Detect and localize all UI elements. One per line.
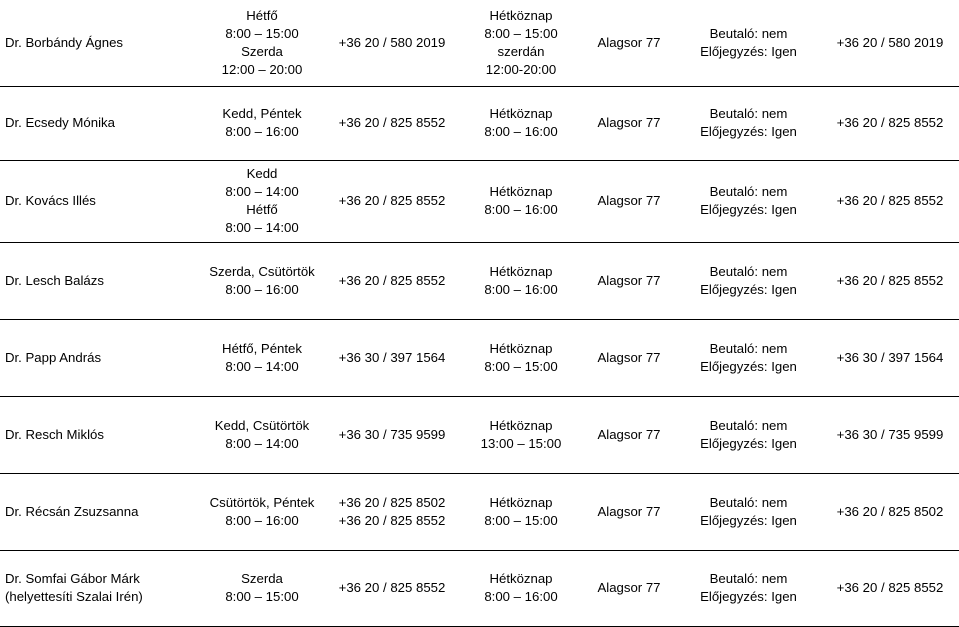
referral-text: Beutaló: nem	[709, 417, 788, 433]
phone-number-secondary-text: +36 20 / 825 8552	[836, 115, 944, 131]
doctor-name-line: Dr. Resch Miklós	[5, 426, 104, 442]
phone-number-secondary-text: +36 30 / 735 9599	[836, 426, 944, 442]
weekday-schedule-line: 8:00 – 15:00	[484, 358, 558, 374]
booking-text: Előjegyzés: Igen	[700, 512, 797, 528]
table-row	[0, 160, 959, 242]
location-text: Alagsor 77	[597, 115, 661, 131]
office-hours-line: 8:00 – 15:00	[225, 589, 299, 604]
table-row	[0, 473, 959, 550]
referral-booking-cell	[681, 319, 816, 396]
phone-number-cell	[319, 0, 465, 86]
location-cell	[577, 242, 681, 319]
office-hours-cell	[205, 550, 319, 626]
phone-number-line: +36 20 / 580 2019	[338, 34, 446, 50]
location-text: Alagsor 77	[597, 34, 661, 50]
phone-number-cell	[319, 242, 465, 319]
booking-text: Előjegyzés: Igen	[700, 43, 797, 59]
referral-booking-cell	[681, 473, 816, 550]
location-cell	[577, 473, 681, 550]
weekday-schedule-line: 8:00 – 16:00	[484, 281, 558, 297]
office-hours-cell	[205, 86, 319, 160]
referral-booking-cell	[681, 550, 816, 626]
weekday-schedule-line: 12:00-20:00	[485, 61, 557, 77]
phone-number-cell	[319, 473, 465, 550]
location-cell	[577, 86, 681, 160]
phone-number-line: +36 20 / 825 8552	[338, 580, 446, 596]
weekday-schedule-cell	[465, 319, 577, 396]
phone-number-line: +36 20 / 825 8552	[338, 512, 446, 528]
phone-number-secondary-text: +36 20 / 825 8552	[836, 272, 944, 288]
weekday-schedule-cell	[465, 0, 577, 86]
phone-number-cell	[319, 160, 465, 242]
table-row	[0, 86, 959, 160]
location-text: Alagsor 77	[597, 426, 661, 442]
weekday-schedule-line: Hétköznap	[489, 417, 553, 433]
referral-text: Beutaló: nem	[709, 340, 788, 356]
phone-number-line: +36 20 / 825 8502	[338, 494, 446, 510]
doctor-name-cell	[0, 0, 205, 86]
weekday-schedule-line: szerdán	[497, 43, 545, 59]
phone-number-line: +36 20 / 825 8552	[338, 115, 446, 131]
referral-text: Beutaló: nem	[709, 25, 788, 41]
weekday-schedule-cell	[465, 473, 577, 550]
referral-text: Beutaló: nem	[709, 263, 788, 279]
doctor-name-line: Dr. Kovács Illés	[5, 193, 96, 209]
office-hours-line: 8:00 – 16:00	[225, 281, 299, 297]
office-hours-line: Hétfő	[246, 8, 278, 24]
weekday-schedule-line: 8:00 – 15:00	[484, 512, 558, 528]
office-hours-line: Csütörtök, Péntek	[209, 494, 315, 510]
phone-number-line: +36 20 / 825 8552	[338, 272, 446, 288]
phone-number-secondary-text: +36 20 / 825 8502	[836, 503, 944, 519]
weekday-schedule-cell	[465, 160, 577, 242]
office-hours-line: Kedd	[246, 166, 278, 182]
weekday-schedule-cell	[465, 242, 577, 319]
booking-text: Előjegyzés: Igen	[700, 358, 797, 374]
table-row	[0, 0, 959, 86]
table-row	[0, 242, 959, 319]
location-cell	[577, 319, 681, 396]
doctor-name-line: Dr. Somfai Gábor Márk	[5, 571, 140, 587]
phone-number-secondary-cell	[816, 396, 959, 473]
phone-number-secondary-cell	[816, 242, 959, 319]
phone-number-secondary-text: +36 20 / 825 8552	[836, 193, 944, 209]
phone-number-line: +36 20 / 825 8552	[338, 193, 446, 209]
booking-text: Előjegyzés: Igen	[700, 124, 797, 139]
doctor-name-line: Dr. Borbándy Ágnes	[5, 34, 124, 50]
weekday-schedule-cell	[465, 396, 577, 473]
location-cell	[577, 396, 681, 473]
doctor-name-cell	[0, 396, 205, 473]
phone-number-secondary-cell	[816, 319, 959, 396]
office-hours-cell	[205, 0, 319, 86]
doctor-name-cell	[0, 160, 205, 242]
office-hours-line: 8:00 – 14:00	[225, 358, 299, 374]
office-hours-line: Hétfő	[246, 202, 278, 217]
office-hours-cell	[205, 396, 319, 473]
weekday-schedule-line: Hétköznap	[489, 340, 553, 356]
table-row	[0, 550, 959, 626]
location-text: Alagsor 77	[597, 272, 661, 288]
phone-number-secondary-cell	[816, 0, 959, 86]
referral-text: Beutaló: nem	[709, 571, 788, 587]
office-hours-cell	[205, 319, 319, 396]
phone-number-line: +36 30 / 735 9599	[338, 426, 446, 442]
weekday-schedule-line: Hétköznap	[489, 184, 553, 200]
location-text: Alagsor 77	[597, 349, 661, 365]
phone-number-cell	[319, 86, 465, 160]
phone-number-cell	[319, 396, 465, 473]
weekday-schedule-cell	[465, 86, 577, 160]
office-hours-line: Kedd, Péntek	[222, 106, 302, 122]
phone-number-secondary-text: +36 30 / 397 1564	[836, 349, 944, 365]
phone-number-line: +36 30 / 397 1564	[338, 349, 446, 365]
referral-booking-cell	[681, 0, 816, 86]
doctor-name-cell	[0, 86, 205, 160]
phone-number-secondary-cell	[816, 550, 959, 626]
office-hours-line: Szerda	[241, 571, 283, 587]
phone-number-cell	[319, 319, 465, 396]
phone-number-secondary-cell	[816, 86, 959, 160]
office-hours-cell	[205, 473, 319, 550]
location-cell	[577, 550, 681, 626]
location-text: Alagsor 77	[597, 193, 661, 209]
referral-booking-cell	[681, 86, 816, 160]
weekday-schedule-line: Hétköznap	[489, 106, 553, 122]
doctor-name-line: Dr. Ecsedy Mónika	[5, 115, 115, 131]
booking-text: Előjegyzés: Igen	[700, 435, 797, 451]
office-hours-line: Hétfő, Péntek	[222, 340, 302, 356]
referral-booking-cell	[681, 242, 816, 319]
weekday-schedule-cell	[465, 550, 577, 626]
location-text: Alagsor 77	[597, 580, 661, 596]
booking-text: Előjegyzés: Igen	[700, 589, 797, 604]
office-hours-line: Szerda	[241, 43, 283, 59]
referral-text: Beutaló: nem	[709, 494, 788, 510]
office-hours-line: Szerda, Csütörtök	[209, 263, 315, 279]
booking-text: Előjegyzés: Igen	[700, 281, 797, 297]
weekday-schedule-line: Hétköznap	[489, 494, 553, 510]
doctor-name-line: Dr. Papp András	[5, 349, 102, 365]
referral-text: Beutaló: nem	[709, 106, 788, 122]
weekday-schedule-line: Hétköznap	[489, 263, 553, 279]
location-cell	[577, 0, 681, 86]
location-cell	[577, 160, 681, 242]
phone-number-secondary-cell	[816, 473, 959, 550]
phone-number-secondary-text: +36 20 / 580 2019	[836, 34, 944, 50]
weekday-schedule-line: 13:00 – 15:00	[480, 435, 562, 451]
office-hours-cell	[205, 160, 319, 242]
weekday-schedule-line: 8:00 – 16:00	[484, 124, 558, 139]
phone-number-secondary-text: +36 20 / 825 8552	[836, 580, 944, 596]
office-hours-line: 8:00 – 14:00	[225, 219, 299, 235]
doctor-name-cell	[0, 550, 205, 626]
weekday-schedule-line: Hétköznap	[489, 571, 553, 587]
doctor-name-cell	[0, 242, 205, 319]
office-hours-line: 8:00 – 16:00	[225, 512, 299, 528]
table-row	[0, 319, 959, 396]
booking-text: Előjegyzés: Igen	[700, 202, 797, 217]
doctor-name-line: (helyettesíti Szalai Irén)	[5, 589, 143, 604]
doctor-name-line: Dr. Lesch Balázs	[5, 272, 104, 288]
weekday-schedule-line: 8:00 – 16:00	[484, 202, 558, 217]
doctor-name-cell	[0, 473, 205, 550]
office-hours-line: 8:00 – 14:00	[225, 184, 299, 200]
referral-text: Beutaló: nem	[709, 184, 788, 200]
office-hours-line: 12:00 – 20:00	[221, 61, 303, 77]
doctor-name-line: Dr. Récsán Zsuzsanna	[5, 503, 139, 519]
weekday-schedule-line: 8:00 – 16:00	[484, 589, 558, 604]
phone-number-secondary-cell	[816, 160, 959, 242]
referral-booking-cell	[681, 160, 816, 242]
office-hours-line: 8:00 – 14:00	[225, 435, 299, 451]
weekday-schedule-line: 8:00 – 15:00	[484, 25, 558, 41]
office-hours-cell	[205, 242, 319, 319]
weekday-schedule-line: Hétköznap	[489, 8, 553, 24]
location-text: Alagsor 77	[597, 503, 661, 519]
phone-number-cell	[319, 550, 465, 626]
referral-booking-cell	[681, 396, 816, 473]
table-row	[0, 396, 959, 473]
office-hours-line: 8:00 – 16:00	[225, 124, 299, 139]
doctor-name-cell	[0, 319, 205, 396]
office-hours-line: 8:00 – 15:00	[225, 25, 299, 41]
office-hours-line: Kedd, Csütörtök	[214, 417, 310, 433]
